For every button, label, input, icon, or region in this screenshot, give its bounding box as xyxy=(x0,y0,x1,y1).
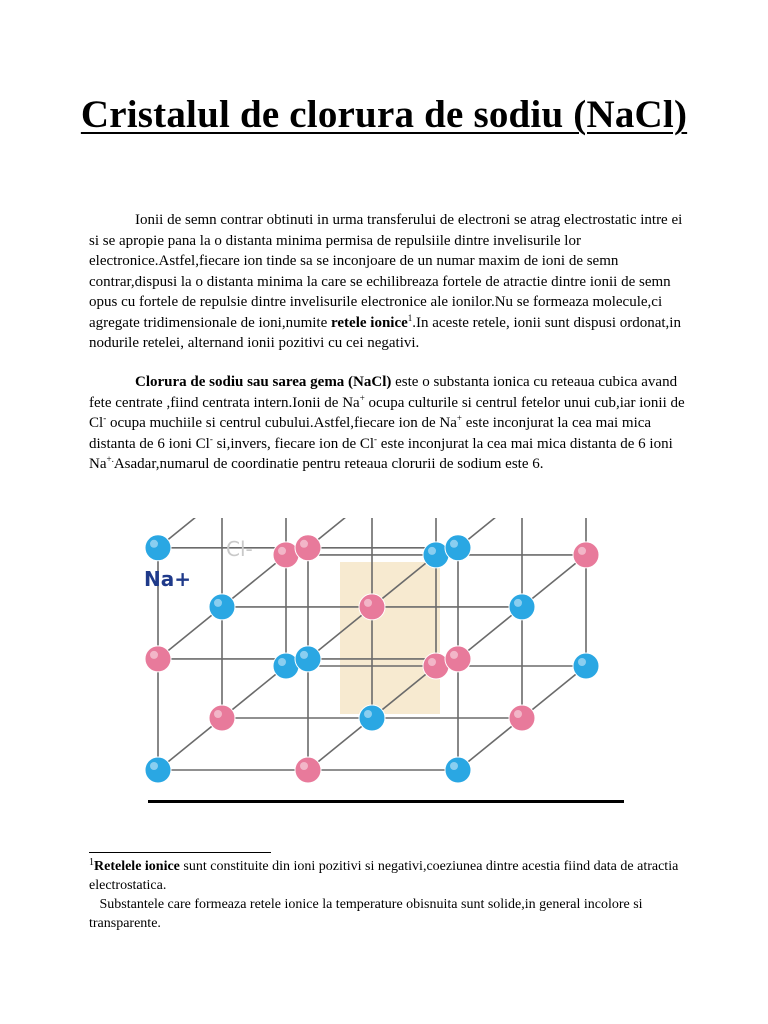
lattice-lines xyxy=(158,518,586,770)
charge-minus: - xyxy=(103,413,107,423)
paragraph2-text: ocupa culturile si centrul fetelor unui cub,iar ionii de Cl xyxy=(89,394,685,431)
footnote-text-1: sunt constituite din ioni pozitivi si negativi,coeziunea dintre acestia fiind data de atractia electrostatica. xyxy=(89,859,679,893)
term-sodium-chloride: Clorura de sodiu sau sarea gema (NaCl) xyxy=(135,374,392,390)
paragraph2-text: si,invers, fiecare ion de Cl xyxy=(212,435,375,452)
ion-highlight xyxy=(428,547,436,555)
paragraph2-text: ocupa muchiile si centrul cubului.Astfel,fiecare ion de Na xyxy=(106,415,457,431)
paragraph2-text: este inconjurat la cea mai mica distanta de 6 ioni Cl xyxy=(89,415,652,452)
charge-minus: - xyxy=(209,433,213,444)
figure-divider xyxy=(148,800,624,803)
ion-highlight xyxy=(578,547,586,555)
ion-highlight xyxy=(364,599,372,607)
paragraph2-text: este inconjurat la cea mai mica distanta de 6 ioni Na xyxy=(89,435,673,472)
ion-highlight xyxy=(150,651,158,659)
lattice-diagram xyxy=(140,518,610,790)
na-ion xyxy=(509,594,535,620)
na-ion xyxy=(573,653,599,679)
ion-highlight xyxy=(578,658,586,666)
paragraph1-text-a: Ionii de semn contrar obtinuti in urma transferului de electroni se atrag electrostatic intre ei si se apropie pana la o distanta minima permisa de repulsiile dintre invelisurile lor electronice.Astfel,fiecare ion tinde sa se inconjoare de un numar maxim de ioni de semn contrar,dispusi la o distanta minima la care se echilibreaza fortele de atractie dintre ionii de semn opus cu fortele de repulsie dintre invelisurile electronice ale ionilor.Nu se formeaza molecule,ci agregate tridimensionale de ioni,numite xyxy=(89,212,683,331)
footnote xyxy=(89,858,709,933)
paragraph-sodium-chloride xyxy=(89,372,689,475)
ion-highlight xyxy=(278,658,286,666)
cl-ion xyxy=(359,594,385,620)
footnote-separator xyxy=(89,852,271,853)
footnote-reference: 1 xyxy=(407,312,413,323)
charge-minus: - xyxy=(374,433,378,444)
paragraph2-text: este o substanta ionica cu reteaua cubica avand fete centrate ,fiind centrata intern.Ionii de Na xyxy=(89,374,678,411)
nacl-crystal-lattice-figure xyxy=(140,518,610,790)
ion-highlight xyxy=(450,651,458,659)
cl-ion xyxy=(445,646,471,672)
charge-plus: + xyxy=(456,413,462,423)
charge-plus: + xyxy=(359,392,365,403)
cl-ion xyxy=(209,705,235,731)
ion-highlight xyxy=(278,547,286,555)
cl-ion xyxy=(509,705,535,731)
label-na: Na+ xyxy=(144,567,191,591)
cl-ion xyxy=(573,542,599,568)
term-retele-ionice: retele ionice xyxy=(331,314,408,331)
inner-plane xyxy=(340,562,440,714)
ion-highlight xyxy=(514,710,522,718)
cl-ion xyxy=(295,757,321,783)
ion-highlight xyxy=(300,651,308,659)
ion-highlight xyxy=(300,762,308,770)
na-ion xyxy=(145,535,171,561)
page-title: Cristalul de clorura de sodiu (NaCl) xyxy=(80,93,688,136)
ion-highlight xyxy=(450,762,458,770)
footnote-text-2: Substantele care formeaza retele ionice la temperature obisnuita sunt solide,in general incolore si transparente. xyxy=(89,897,643,931)
cl-ion xyxy=(145,646,171,672)
ion-highlight xyxy=(428,658,436,666)
na-ion xyxy=(445,757,471,783)
na-ion xyxy=(145,757,171,783)
ion-highlight xyxy=(300,540,308,548)
ion-highlight xyxy=(214,599,222,607)
paragraph2-text: Asadar,numarul de coordinatie pentru reteaua clorurii de sodium este 6. xyxy=(113,456,544,472)
paragraph1-text-b: .In aceste retele, ionii sunt dispusi ordonat,in nodurile retelei, alternand ionii pozitivi cu cei negativi. xyxy=(89,314,681,351)
ion-highlight xyxy=(364,710,372,718)
na-ion xyxy=(295,646,321,672)
paragraph-ionic-lattices xyxy=(89,210,689,354)
ion-highlight xyxy=(214,710,222,718)
ion-highlight xyxy=(450,540,458,548)
ion-highlight xyxy=(150,540,158,548)
na-ion xyxy=(359,705,385,731)
cl-ion xyxy=(295,535,321,561)
footnote-mark: 1 xyxy=(89,857,94,868)
charge-plus: +. xyxy=(106,454,114,464)
label-cl: Cl- xyxy=(226,537,253,561)
na-ion xyxy=(445,535,471,561)
na-ion xyxy=(209,594,235,620)
footnote-term: Retelele ionice xyxy=(94,859,180,874)
ion-highlight xyxy=(150,762,158,770)
ion-highlight xyxy=(514,599,522,607)
